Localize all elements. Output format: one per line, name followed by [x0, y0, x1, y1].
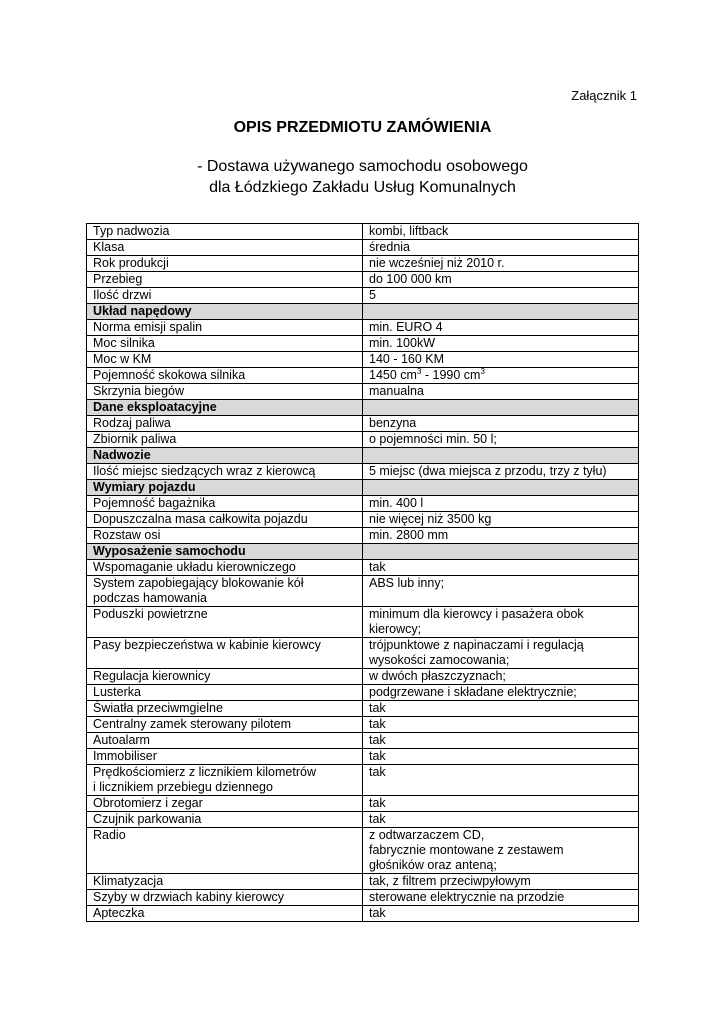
table-row	[87, 733, 639, 749]
section-empty-cell	[363, 544, 639, 560]
table-row	[87, 464, 639, 480]
parameter-value: średnia	[363, 240, 639, 256]
parameter-label: Szyby w drzwiach kabiny kierowcy	[87, 890, 363, 906]
table-row	[87, 828, 639, 874]
capacity-max-unit-exponent: 3	[480, 366, 485, 376]
parameter-value: tak	[363, 812, 639, 828]
section-empty-cell	[363, 400, 639, 416]
table-row	[87, 224, 639, 240]
parameter-label: Rozstaw osi	[87, 528, 363, 544]
parameter-label: Autoalarm	[87, 733, 363, 749]
parameter-value: tak	[363, 701, 639, 717]
parameter-label: System zapobiegający blokowanie kół podczas hamowania	[87, 576, 363, 607]
document-title: OPIS PRZEDMIOTU ZAMÓWIENIA	[233, 119, 492, 136]
table-row	[87, 765, 639, 796]
table-row	[87, 874, 639, 890]
parameter-label: Immobiliser	[87, 749, 363, 765]
table-row	[87, 607, 639, 638]
parameter-label: Moc silnika	[87, 336, 363, 352]
parameter-value: w dwóch płaszczyznach;	[363, 669, 639, 685]
table-row	[87, 512, 639, 528]
parameter-value: tak, z filtrem przeciwpyłowym	[363, 874, 639, 890]
parameter-value: nie więcej niż 3500 kg	[363, 512, 639, 528]
parameter-value: trójpunktowe z napinaczami i regulacją wysokości zamocowania;	[363, 638, 639, 669]
table-row	[87, 890, 639, 906]
capacity-separator: -	[421, 368, 433, 382]
table-row	[87, 560, 639, 576]
parameter-label: Pasy bezpieczeństwa w kabinie kierowcy	[87, 638, 363, 669]
table-row	[87, 432, 639, 448]
parameter-label: Typ nadwozia	[87, 224, 363, 240]
parameter-value	[363, 368, 639, 384]
table-row	[87, 749, 639, 765]
table-row	[87, 906, 639, 922]
parameter-value: min. EURO 4	[363, 320, 639, 336]
section-empty-cell	[363, 448, 639, 464]
section-header: Nadwozie	[87, 448, 363, 464]
parameter-label: Klimatyzacja	[87, 874, 363, 890]
parameter-value: 140 - 160 KM	[363, 352, 639, 368]
capacity-min-unit-exponent: 3	[416, 366, 422, 376]
table-row	[87, 272, 639, 288]
table-section-row	[87, 480, 639, 496]
parameter-label: Prędkościomierz z licznikiem kilometrów i licznikiem przebiegu dziennego	[87, 765, 363, 796]
subtitle-line-2: dla Łódzkiego Zakładu Usług Komunalnych	[209, 179, 516, 196]
parameter-label: Regulacja kierownicy	[87, 669, 363, 685]
table-row	[87, 812, 639, 828]
table-row	[87, 336, 639, 352]
table-row	[87, 288, 639, 304]
parameter-value: tak	[363, 906, 639, 922]
parameter-label: Lusterka	[87, 685, 363, 701]
parameter-label: Przebieg	[87, 272, 363, 288]
capacity-max: 1990 cm	[432, 368, 481, 382]
table-row	[87, 368, 639, 384]
annex-label: Załącznik 1	[571, 88, 637, 103]
parameter-value: min. 400 l	[363, 496, 639, 512]
parameter-value: 5 miejsc (dwa miejsca z przodu, trzy z tyłu)	[363, 464, 639, 480]
parameter-label: Apteczka	[87, 906, 363, 922]
table-row	[87, 384, 639, 400]
parameter-label: Zbiornik paliwa	[87, 432, 363, 448]
parameter-label: Pojemność bagażnika	[87, 496, 363, 512]
parameter-value: manualna	[363, 384, 639, 400]
parameter-value: tak	[363, 733, 639, 749]
section-header: Dane eksploatacyjne	[87, 400, 363, 416]
parameter-value: do 100 000 km	[363, 272, 639, 288]
table-row	[87, 320, 639, 336]
parameter-value: o pojemności min. 50 l;	[363, 432, 639, 448]
parameter-label: Dopuszczalna masa całkowita pojazdu	[87, 512, 363, 528]
parameter-label: Skrzynia biegów	[87, 384, 363, 400]
parameter-value: tak	[363, 560, 639, 576]
document-subtitle	[0, 156, 725, 198]
table-row	[87, 717, 639, 733]
parameter-label: Światła przeciwmgielne	[87, 701, 363, 717]
table-section-row	[87, 448, 639, 464]
table-row	[87, 256, 639, 272]
parameter-label: Ilość drzwi	[87, 288, 363, 304]
parameter-label: Obrotomierz i zegar	[87, 796, 363, 812]
table-row	[87, 352, 639, 368]
section-header: Wyposażenie samochodu	[87, 544, 363, 560]
table-section-row	[87, 304, 639, 320]
table-row	[87, 701, 639, 717]
subtitle-line-1: - Dostawa używanego samochodu osobowego	[197, 158, 528, 175]
table-row	[87, 669, 639, 685]
parameter-value: minimum dla kierowcy i pasażera obok kierowcy;	[363, 607, 639, 638]
parameter-value: ABS lub inny;	[363, 576, 639, 607]
specification-table	[86, 223, 639, 922]
table-row	[87, 685, 639, 701]
table-row	[87, 796, 639, 812]
table-row	[87, 638, 639, 669]
parameter-label: Poduszki powietrzne	[87, 607, 363, 638]
parameter-value: min. 2800 mm	[363, 528, 639, 544]
capacity-min: 1450 cm	[369, 368, 417, 382]
parameter-label: Norma emisji spalin	[87, 320, 363, 336]
parameter-value: 5	[363, 288, 639, 304]
section-empty-cell	[363, 304, 639, 320]
section-header: Układ napędowy	[87, 304, 363, 320]
parameter-label: Czujnik parkowania	[87, 812, 363, 828]
table-row	[87, 576, 639, 607]
parameter-value: podgrzewane i składane elektrycznie;	[363, 685, 639, 701]
parameter-label: Ilość miejsc siedzących wraz z kierowcą	[87, 464, 363, 480]
parameter-value: tak	[363, 796, 639, 812]
table-row	[87, 240, 639, 256]
parameter-label: Rok produkcji	[87, 256, 363, 272]
parameter-value: benzyna	[363, 416, 639, 432]
parameter-label: Moc w KM	[87, 352, 363, 368]
table-row	[87, 528, 639, 544]
parameter-value: nie wcześniej niż 2010 r.	[363, 256, 639, 272]
parameter-label: Wspomaganie układu kierowniczego	[87, 560, 363, 576]
parameter-value: z odtwarzaczem CD, fabrycznie montowane z zestawem głośników oraz anteną;	[363, 828, 639, 874]
parameter-label: Radio	[87, 828, 363, 874]
table-row	[87, 416, 639, 432]
parameter-value: tak	[363, 717, 639, 733]
table-section-row	[87, 544, 639, 560]
parameter-value: tak	[363, 749, 639, 765]
parameter-label: Klasa	[87, 240, 363, 256]
table-row	[87, 496, 639, 512]
parameter-label: Centralny zamek sterowany pilotem	[87, 717, 363, 733]
parameter-label: Rodzaj paliwa	[87, 416, 363, 432]
parameter-value: sterowane elektrycznie na przodzie	[363, 890, 639, 906]
parameter-value: kombi, liftback	[363, 224, 639, 240]
parameter-value: min. 100kW	[363, 336, 639, 352]
parameter-label: Pojemność skokowa silnika	[87, 368, 363, 384]
table-section-row	[87, 400, 639, 416]
section-empty-cell	[363, 480, 639, 496]
parameter-value: tak	[363, 765, 639, 796]
section-header: Wymiary pojazdu	[87, 480, 363, 496]
